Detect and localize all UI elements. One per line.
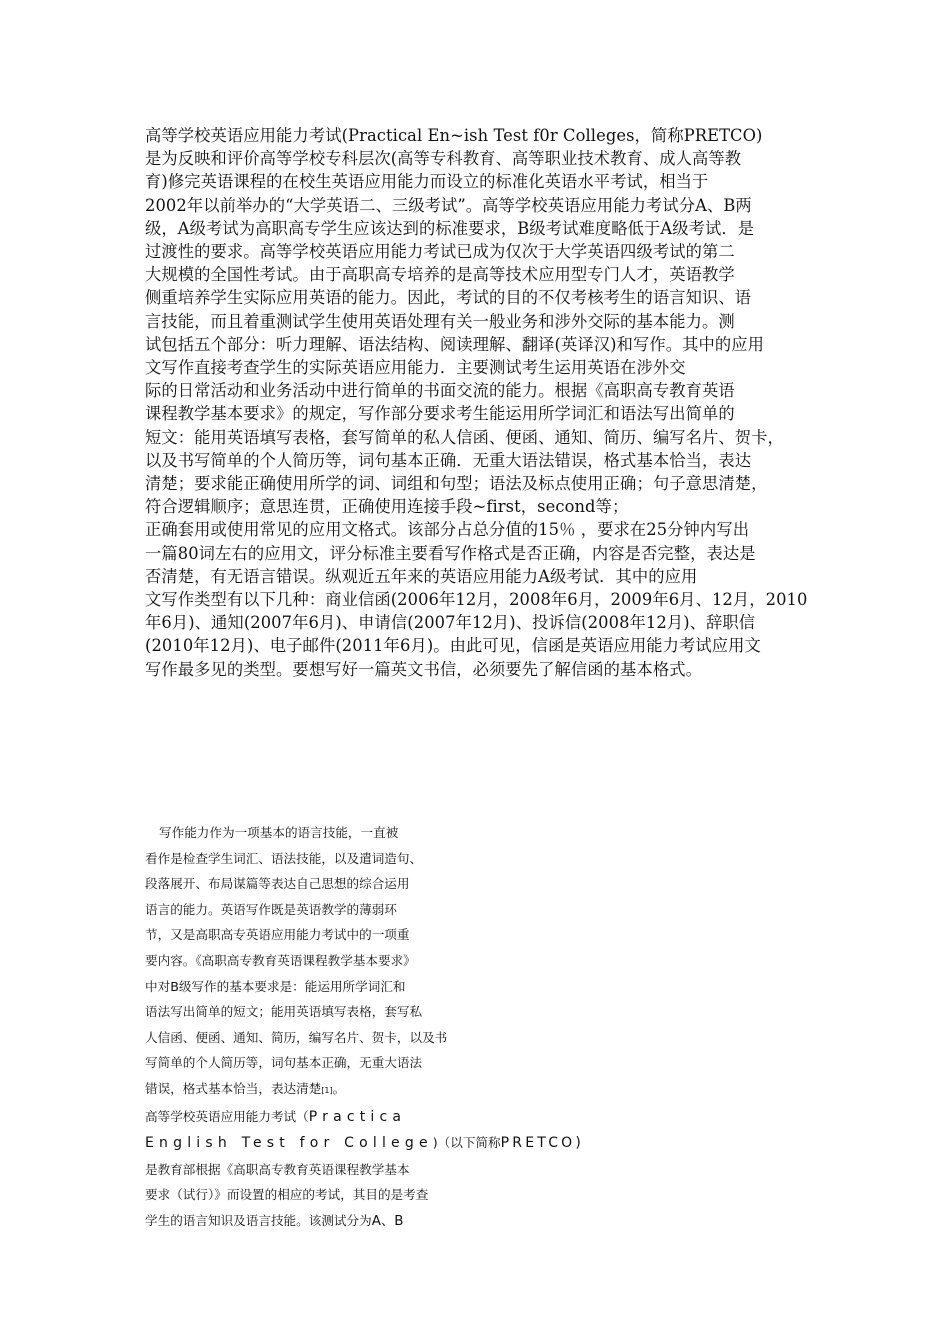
text-line: 是教育部根据《高职高专教育英语课程教学基本 <box>145 1161 410 1177</box>
text-line: 是为反映和评价高等学校专科层次(高等专科教育、高等职业技术教育、成人高等教 <box>145 149 742 169</box>
text-line: 中对B级写作的基本要求是：能运用所学词汇和 <box>145 978 406 994</box>
citation-marker: [1] <box>321 1085 333 1095</box>
text-line: 正确套用或使用常见的应用文格式。该部分占总分值的15％ ，要求在25分钟内写出 <box>145 520 750 540</box>
text-segment: A、B <box>371 1213 404 1229</box>
text-line: 文写作直接考查学生的实际英语应用能力．主要测试考生运用英语在涉外交 <box>145 358 686 378</box>
text-segment: 错误，格式基本恰当，表达清楚 <box>145 1080 322 1096</box>
text-line: 节，又是高职高专英语应用能力考试中的一项重 <box>145 927 410 943</box>
text-line: 看作是检查学生词汇、语法技能，以及遣词造句、 <box>145 850 423 866</box>
text-line: 段落展开、布局谋篇等表达自己思想的综合运用 <box>145 876 410 892</box>
text-segment-spaced: Practica <box>308 1108 407 1125</box>
text-line: 课程教学基本要求》的规定，写作部分要求考生能运用所学词汇和语法写出简单的 <box>145 404 735 424</box>
text-line: 否清楚，有无语言错误。纵观近五年来的英语应用能力A级考试．其中的应用 <box>145 566 698 586</box>
paragraph-pretco-intro <box>145 124 845 681</box>
text-line: 际的日常活动和业务活动中进行简单的书面交流的能力。根据《高职高专教育英语 <box>145 381 735 401</box>
text-line: (2010年12月)、电子邮件(2011年6月)。由此可见，信函是英语应用能力考试应用文 <box>145 636 761 656</box>
text-segment-spaced: PRETCO) <box>500 1135 585 1152</box>
text-line: 符合逻辑顺序；意思连贯，正确使用连接手段~first，second等； <box>145 497 629 517</box>
text-line: 文写作类型有以下几种：商业信函(2006年12月，2008年6月，2009年6月、12月，2010 <box>145 590 808 610</box>
text-line: 年6月)、通知(2007年6月)、申请信(2007年12月)、投诉信(2008年12月)、辞职信 <box>145 613 756 633</box>
text-segment: 高等学校英语应用能力考试（ <box>145 1108 309 1124</box>
text-line: 要求（试行）》而设置的相应的考试，其目的是考查 <box>145 1187 429 1203</box>
text-line: 一篇80词左右的应用文，评分标准主要看写作格式是否正确，内容是否完整，表达是 <box>145 543 756 563</box>
text-line: 言技能，而且着重测试学生使用英语处理有关一般业务和涉外交际的基本能力。测 <box>145 311 735 331</box>
text-line: 人信函、便函、通知、简历，编写名片、贺卡，以及书 <box>145 1029 448 1045</box>
text-line: 过渡性的要求。高等学校英语应用能力考试已成为仅次于大学英语四级考试的第二 <box>145 242 735 262</box>
text-line: 写简单的个人简历等，词句基本正确，无重大语法 <box>145 1055 423 1071</box>
text-line <box>145 1208 705 1235</box>
text-line <box>145 1130 705 1157</box>
text-line: 试包括五个部分：听力理解、语法结构、阅读理解、翻译(英译汉)和写作。其中的应用 <box>145 334 765 354</box>
text-line: 写作能力作为一项基本的语言技能，一直被 <box>159 825 399 840</box>
text-line: 侧重培养学生实际应用英语的能力。因此，考试的目的不仅考核考生的语言知识、语 <box>145 288 752 308</box>
paragraph-writing-ability <box>145 820 705 1235</box>
text-line: 短文：能用英语填写表格，套写简单的私人信函、便函、通知、简历、编写名片、贺卡， <box>145 427 784 447</box>
text-line: 大规模的全国性考试。由于高职高专培养的是高等技术应用型专门人才，英语教学 <box>145 265 735 285</box>
text-line: 育)修完英语课程的在校生英语应用能力而设立的标准化英语水平考试，相当于 <box>145 172 709 192</box>
text-line: 语法写出简单的短文；能用英语填写表格，套写私 <box>145 1004 423 1020</box>
text-segment: 学生的语言知识及语言技能。该测试分为 <box>145 1212 372 1228</box>
text-line: 写作最多见的类型。要想写好一篇英文书信，必须要先了解信函的基本格式。 <box>145 659 702 679</box>
text-line: 2002年以前举办的“大学英语二、三级考试”。高等学校英语应用能力考试分A、B两 <box>145 195 752 215</box>
text-segment: 。 <box>332 1080 346 1096</box>
text-line: 级，A级考试为高职高专学生应该达到的标准要求，B级考试难度略低于A级考试．是 <box>145 218 755 238</box>
text-line <box>145 1076 705 1104</box>
text-segment: )（以下简称 <box>432 1135 501 1151</box>
text-line: 清楚；要求能正确使用所学的词、词组和句型；语法及标点使用正确；句子意思清楚， <box>145 474 768 494</box>
text-line: 以及书写简单的个人简历等，词句基本正确．无重大语法错误，格式基本恰当，表达 <box>145 450 752 470</box>
text-line: 高等学校英语应用能力考试(Practical En~ish Test f0r Colleges，简称PRETCO) <box>145 126 763 145</box>
text-line: 语言的能力。英语写作既是英语教学的薄弱环 <box>145 901 397 917</box>
text-segment-spaced: English Test for College <box>145 1135 433 1152</box>
text-line <box>145 1104 705 1131</box>
text-line: 要内容。《高职高专教育英语课程教学基本要求》 <box>145 952 416 968</box>
